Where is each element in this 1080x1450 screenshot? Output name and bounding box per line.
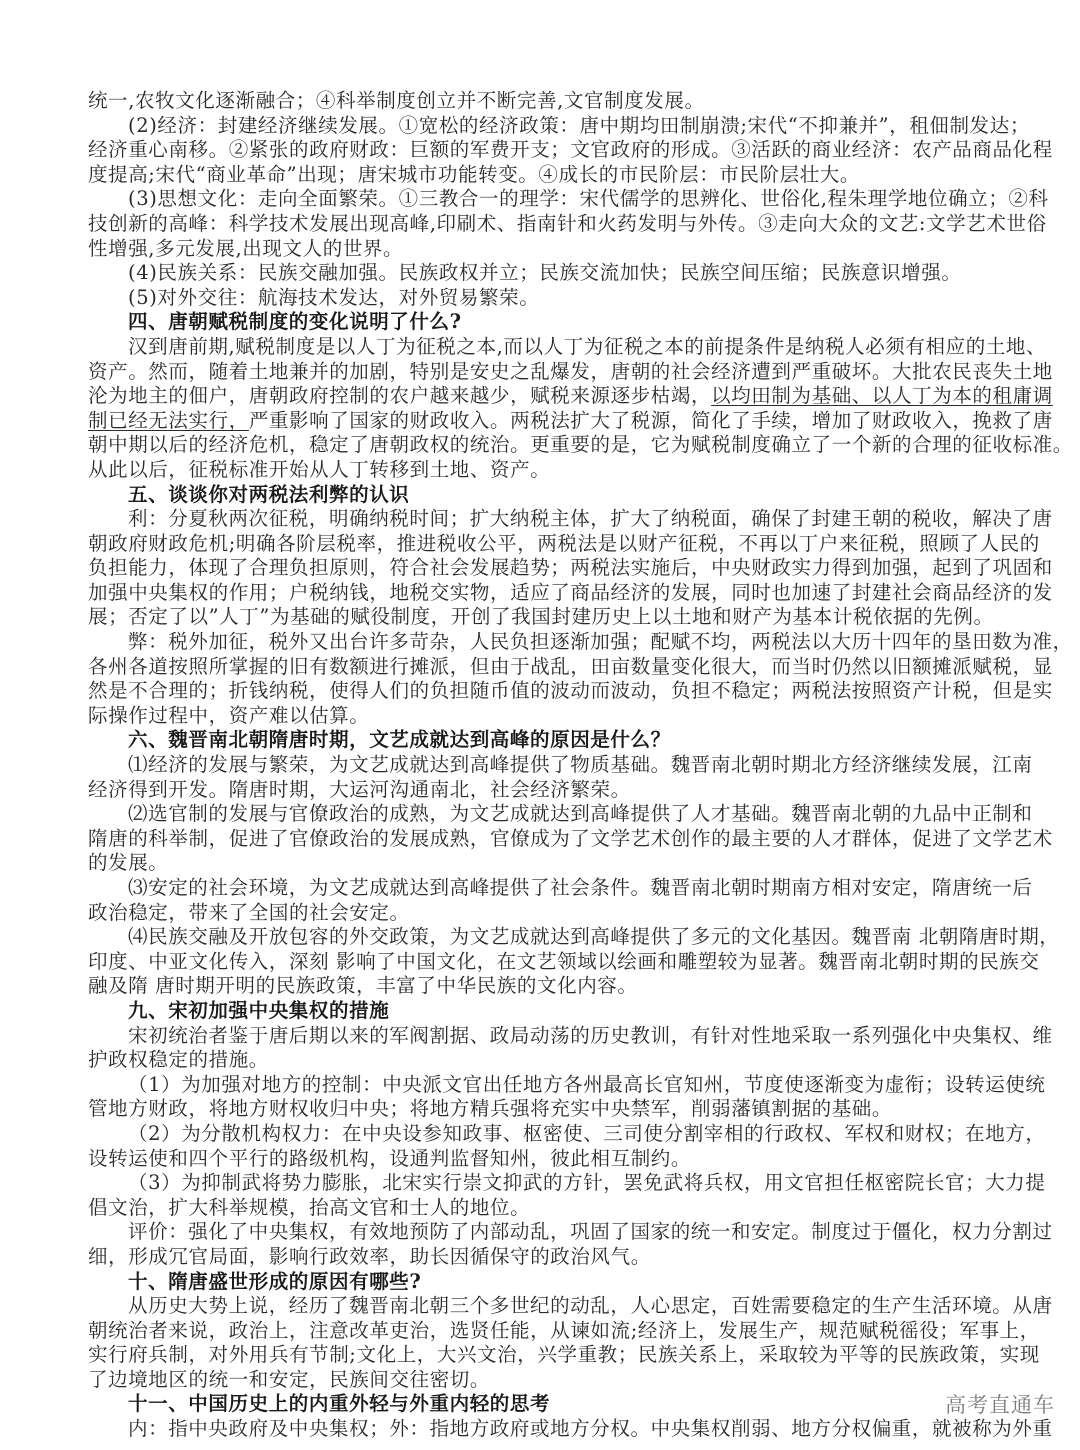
text-line: 加强中央集权的作用；户税纳钱，地税交实物，适应了商品经济的发展，同时也加速了封建社会商品经济的发 bbox=[88, 580, 1053, 604]
text-line: 护政权稳定的措施。 bbox=[88, 1048, 269, 1072]
text-line: 隋唐的科举制，促进了官僚政治的发展成熟，官僚成为了文学艺术创作的最主要的人才群体，促进了文学艺术 bbox=[88, 826, 1053, 850]
section-heading-11: 十一、中国历史上的内重外轻与外重内轻的思考 bbox=[128, 1392, 551, 1416]
text-line: 政治稳定，带来了全国的社会安定。 bbox=[88, 900, 410, 924]
text-line: 从此以后，征税标准开始从人丁转移到土地、资产。 bbox=[88, 457, 551, 481]
text-line: 实行府兵制，对外用兵有节制;文化上，大兴文治，兴学重教；民族关系上，采取较为平等的民族政策，实现 bbox=[88, 1343, 1040, 1367]
text-line: 负担能力，体现了合理负担原则，符合社会发展趋势；两税法实施后，中央财政实力得到加强，起到了巩固和 bbox=[88, 556, 1053, 580]
section-heading-9: 九、宋初加强中央集权的措施 bbox=[128, 998, 390, 1022]
text-line: 经济得到开发。隋唐时期，大运河沟通南北，社会经济繁荣。 bbox=[88, 777, 631, 801]
text-line: 技创新的高峰：科学技术发展出现高峰,印刷术、指南针和火药发明与外传。③走向大众的文艺:文学艺术世俗 bbox=[88, 211, 1047, 235]
text-line: ⑵选官制的发展与官僚政治的成熟，为文艺成就达到高峰提供了人才基础。魏晋南北朝的九品中正制和 bbox=[128, 802, 1033, 826]
text-span: 沦为地主的佃户，唐朝政府控制的农户越来越少，赋税来源逐步枯竭， bbox=[88, 384, 712, 408]
text-line: 了边境地区的统一和安定，民族间交往密切。 bbox=[88, 1367, 491, 1391]
text-line: 性增强,多元发展,出现文人的世界。 bbox=[88, 236, 404, 260]
text-line: 利：分夏秋两次征税，明确纳税时间；扩大纳税主体，扩大了纳税面，确保了封建王朝的税收，解决了唐 bbox=[128, 507, 1053, 531]
section-heading-5: 五、谈谈你对两税法利弊的认识 bbox=[128, 482, 410, 506]
text-line: 内：指中央政府及中央集权；外：指地方政府或地方分权。中央集权削弱、地方分权偏重，就被称为外重 bbox=[128, 1417, 1053, 1441]
text-line: （3）为抑制武将势力膨胀，北宋实行崇文抑武的方针，罢免武将兵权，用文官担任枢密院长官；大力提 bbox=[128, 1171, 1046, 1195]
text-line: 汉到唐前期,赋税制度是以人丁为征税之本,而以人丁为征税之本的前提条件是纳税人必须有相应的土地、 bbox=[128, 334, 1047, 358]
text-line: (5)对外交往：航海技术发达，对外贸易繁荣。 bbox=[128, 285, 540, 309]
text-line: (4)民族关系：民族交融加强。民族政权并立；民族交流加快；民族空间压缩；民族意识增强。 bbox=[128, 261, 962, 285]
text-line: 细，形成冗官局面，影响行政效率，助长因循保守的政治风气。 bbox=[88, 1244, 651, 1268]
text-line: 际操作过程中，资产难以估算。 bbox=[88, 703, 370, 727]
text-line: 朝统治者来说，政治上，注意改革吏治，选贤任能，从谏如流;经济上，发展生产，规范赋税徭役；军事上， bbox=[88, 1318, 1040, 1342]
text-line: 度提高;宋代“商业革命”出现；唐宋城市功能转变。④成长的市民阶层：市民阶层壮大。 bbox=[88, 162, 861, 186]
text-span: 严重影响了国家的财政收入。两税法扩大了税源，简化了手续，增加了财政收入，挽救了唐 bbox=[248, 408, 1053, 432]
text-line: 经济重心南移。②紧张的政府财政：巨额的军费开支；文官政府的形成。③活跃的商业经济：农产品商品化程 bbox=[88, 138, 1053, 162]
section-heading-10: 十、隋唐盛世形成的原因有哪些? bbox=[128, 1269, 422, 1293]
text-line: 展；否定了以”人丁”为基础的赋役制度，开创了我国封建历史上以土地和财产为基本计税依据的先例。 bbox=[88, 605, 994, 629]
watermark: 高考直通车 bbox=[945, 1393, 1055, 1417]
text-line: 弊：税外加征，税外又出台许多苛杂，人民负担逐渐加强；配赋不均，两税法以大历十四年的垦田数为准， bbox=[128, 630, 1073, 654]
text-line: 融及隋 唐时期开明的民族政策，丰富了中华民族的文化内容。 bbox=[88, 974, 638, 998]
text-line: ⑶安定的社会环境，为文艺成就达到高峰提供了社会条件。魏晋南北朝时期南方相对安定，隋唐统一后 bbox=[128, 876, 1033, 899]
text-line: (3)思想文化：走向全面繁荣。①三教合一的理学：宋代儒学的思辨化、世俗化,程朱理学地位确立；②科 bbox=[128, 187, 1049, 211]
underlined-text: 制已经无法实行， bbox=[88, 408, 249, 432]
section-heading-4: 四、唐朝赋税制度的变化说明了什么? bbox=[128, 310, 462, 334]
text-line: 朝政府财政危机;明确各阶层税率，推进税收公平，两税法是以财产征税，不再以丁户来征税，照顾了人民的 bbox=[88, 531, 1040, 555]
text-line: 从历史大势上说，经历了魏晋南北朝三个多世纪的动乱，人心思定，百姓需要稳定的生产生活环境。从唐 bbox=[128, 1294, 1053, 1318]
text-line: 各州各道按照所掌握的旧有数额进行摊派，但由于战乱，田亩数量变化很大，而当时仍然以旧额摊派赋税，显 bbox=[88, 654, 1053, 678]
text-line: （2）为分散机构权力：在中央设参知政事、枢密使、三司使分割宰相的行政权、军权和财权；在地方， bbox=[128, 1121, 1046, 1145]
text-line: 资产。然而，随着土地兼并的加剧，特别是安史之乱爆发，唐朝的社会经济遭到严重破坏。大批农民丧失土地 bbox=[88, 359, 1053, 383]
text-line: 评价：强化了中央集权，有效地预防了内部动乱，巩固了国家的统一和安定。制度过于僵化，权力分割过 bbox=[128, 1220, 1053, 1244]
text-line bbox=[88, 384, 1053, 409]
text-line: 宋初统治者鉴于唐后期以来的军阀割据、政局动荡的历史教训，有针对性地采取一系列强化中央集权、维 bbox=[128, 1023, 1053, 1047]
text-line: 的发展。 bbox=[88, 851, 169, 875]
text-line: 设转运使和四个平行的路级机构，设通判监督知州，彼此相互制约。 bbox=[88, 1146, 692, 1170]
text-line: 朝中期以后的经济危机，稳定了唐朝政权的统治。更重要的是，它为赋税制度确立了一个新的合理的征收标准。 bbox=[88, 433, 1073, 457]
text-line: 然是不合理的；折钱纳税，使得人们的负担随币值的波动而波动，负担不稳定；两税法按照资产计税，但是实 bbox=[88, 679, 1053, 703]
text-line: (2)经济：封建经济继续发展。①宽松的经济政策：唐中期均田制崩溃;宋代“不抑兼并”，租佃制发达； bbox=[128, 113, 1030, 137]
section-heading-6: 六、魏晋南北朝隋唐时期，文艺成就达到高峰的原因是什么？ bbox=[128, 728, 671, 752]
text-line: 印度、中亚文化传入，深刻 影响了中国文化，在文艺领域以绘画和雕塑较为显著。魏晋南北朝时期的民族交 bbox=[88, 949, 1040, 973]
text-line: 管地方财政，将地方财权收归中央；将地方精兵强将充实中央禁军，削弱藩镇割据的基础。 bbox=[88, 1097, 893, 1121]
text-line: 统一,农牧文化逐渐融合；④科举制度创立并不断完善,文官制度发展。 bbox=[88, 89, 705, 112]
text-line: ⑴经济的发展与繁荣，为文艺成就达到高峰提供了物质基础。魏晋南北朝时期北方经济继续发展，江南 bbox=[128, 753, 1033, 777]
text-line: ⑷民族交融及开放包容的外交政策，为文艺成就达到高峰提供了多元的文化基因。魏晋南 北朝隋唐时期， bbox=[128, 925, 1060, 949]
text-line: 倡文治，扩大科举规模，抬高文官和士人的地位。 bbox=[88, 1195, 531, 1219]
underlined-text: 以均田制为基础、以人丁为本的租庸调 bbox=[711, 384, 1053, 408]
text-line: （1）为加强对地方的控制：中央派文官出任地方各州最高长官知州，节度使逐渐变为虚衔；设转运使统 bbox=[128, 1072, 1046, 1096]
text-line bbox=[88, 408, 1053, 434]
